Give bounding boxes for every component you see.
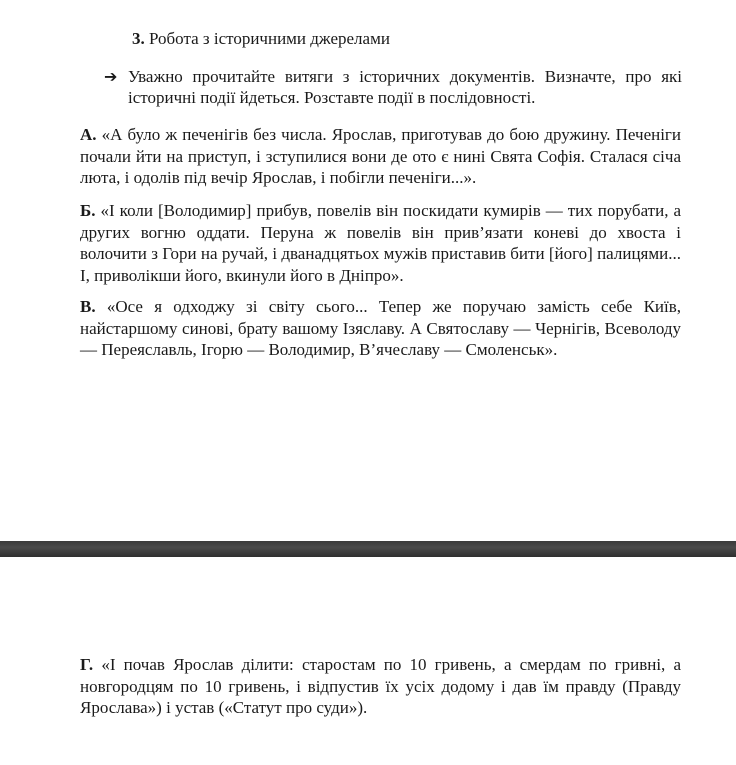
source-letter: Г. [80,655,94,674]
source-quote: «Осе я одходжу зі світу сього... Тепер же поручаю замість себе Київ, найстаршому синові, брату вашому Ізяславу. А Святославу — Чернігів, Всеволоду — Переяславль, Ігорю — Володимир, В’ячеславу — Смоленськ». [80,297,682,359]
task-title: Робота з історичними джерелами [149,29,390,48]
source-quote: «І коли [Володимир] прибув, повелів він поскидати кумирів — тих порубати, а других вогню оддати. Перуна ж повелів він прив’язати коневі до хвоста і волочити з Гори на ручай, і дванадцятьох мужів приставив бити [його] палицями... І, приволікши його, вкинули його в Дніпро». [80,201,682,285]
source-letter: В. [80,297,96,316]
source-letter: А. [80,125,97,144]
source-g [80,654,681,719]
source-a [80,124,681,189]
instruction-text: Уважно прочитайте витяги з історичних документів. Визначте, про які історичні події йдеться. Розставте події в послідовності. [128,67,682,107]
source-quote: «І почав Ярослав ділити: старостам по 10 гривень, а смердам по гривні, а новгородцям по 10 гривень, і відпустив їх усіх додому і дав їм правду (Правду Ярослава») і устав («Статут про суди»). [80,655,681,717]
source-quote: «А було ж печенігів без числа. Ярослав, приготував до бою дружину. Печеніги почали йти на приступ, і зступилися вони де ото є нині Свята Софія. Сталася січа люта, і одолів під вечір Ярослав, і побігли печеніги...». [80,125,682,187]
source-b [80,200,681,286]
task-instruction [104,66,682,108]
source-letter: Б. [80,201,96,220]
task-number: 3. [132,29,145,48]
arrow-right-icon: ➔ [104,67,118,86]
source-v [80,296,681,361]
task-heading [132,28,390,50]
page-separator [0,541,736,557]
